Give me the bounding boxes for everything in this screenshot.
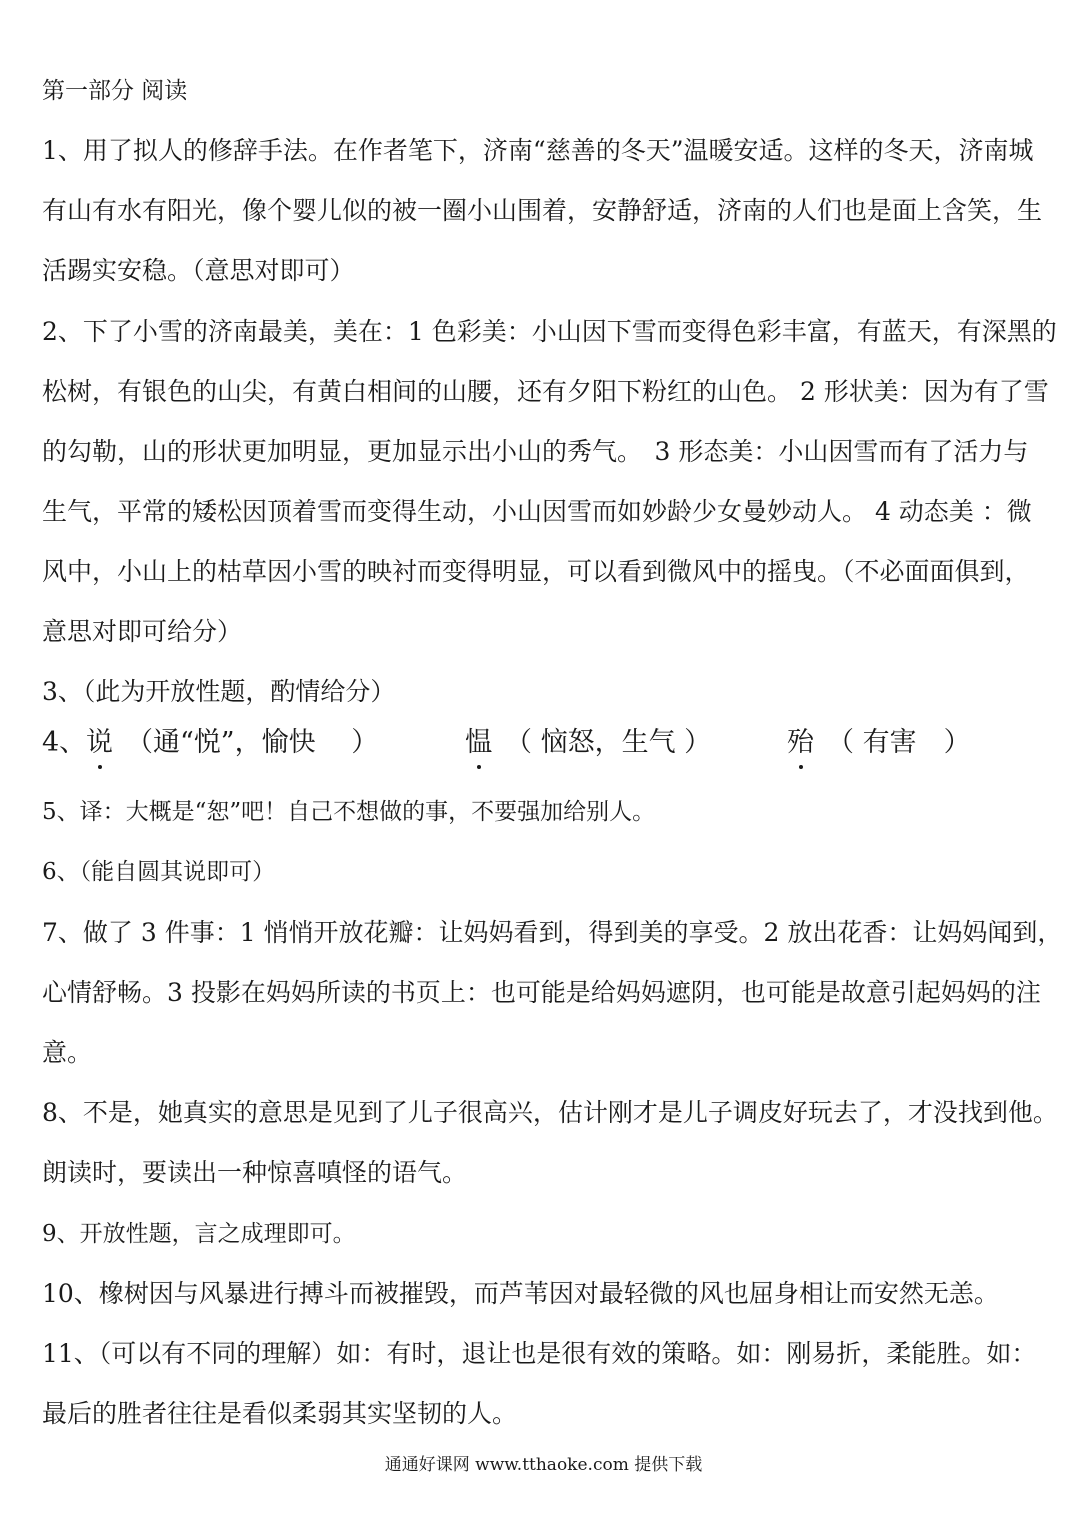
answer-2-line-2: 松树，有银色的山尖，有黄白相间的山腰，还有夕阳下粉红的山色。 2 形状美：因为有了雪 bbox=[42, 377, 1049, 406]
section-title: 第一部分 阅读 bbox=[42, 78, 188, 104]
answer-4-word-3 bbox=[787, 726, 814, 760]
answer-1-line-2: 有山有水有阳光，像个婴儿似的被一圈小山围着，安静舒适，济南的人们也是面上含笑，生 bbox=[42, 196, 1043, 225]
answer-4-word-1-text: 说 bbox=[86, 727, 113, 758]
answer-10: 10、橡树因与风暴进行搏斗而被摧毁，而芦苇因对最轻微的风也屈身相让而安然无恙。 bbox=[42, 1279, 999, 1308]
answer-9: 9、开放性题，言之成理即可。 bbox=[42, 1221, 356, 1247]
answer-1-line-1: 1、用了拟人的修辞手法。在作者笔下，济南“慈善的冬天”温暖安适。这样的冬天，济南城 bbox=[42, 136, 1034, 165]
answer-7-line-3: 意。 bbox=[42, 1038, 93, 1067]
answer-3: 3、（此为开放性题，酌情给分） bbox=[42, 677, 396, 706]
answer-2-line-6: 意思对即可给分） bbox=[42, 617, 243, 646]
answer-4-word-1 bbox=[86, 726, 113, 760]
answer-6: 6、（能自圆其说即可） bbox=[42, 859, 276, 885]
answer-1-line-3: 活踢实安稳。（意思对即可） bbox=[42, 256, 355, 285]
answer-2-line-5: 风中，小山上的枯草因小雪的映衬而变得明显，可以看到微风中的摇曳。（不必面面俱到， bbox=[42, 557, 1030, 586]
answer-5: 5、译：大概是“恕”吧！自己不想做的事，不要强加给别人。 bbox=[42, 799, 656, 825]
answer-7-line-1: 7、做了 3 件事：1 悄悄开放花瓣：让妈妈看到，得到美的享受。2 放出花香：让妈妈闻到， bbox=[42, 918, 1063, 947]
answer-4-word-2-text: 愠 bbox=[465, 727, 492, 758]
answer-4-word-3-text: 殆 bbox=[787, 727, 814, 758]
answer-4-def-1: （通“悦”，愉快 ） bbox=[126, 727, 379, 758]
answer-11-line-1: 11、（可以有不同的理解）如：有时，退让也是很有效的策略。如：刚易折，柔能胜。如： bbox=[42, 1339, 1037, 1368]
answer-4-word-2 bbox=[465, 726, 492, 760]
answer-2-line-4: 生气，平常的矮松因顶着雪而变得生动，小山因雪而如妙龄少女曼妙动人。 4 动态美 ：微 bbox=[42, 497, 1032, 526]
footer-source: 通通好课网 www.tthaoke.com 提供下载 bbox=[384, 1455, 703, 1475]
answer-11-line-2: 最后的胜者往往是看似柔弱其实坚韧的人。 bbox=[42, 1399, 518, 1428]
answer-2-line-3: 的勾勒，山的形状更加明显，更加显示出小山的秀气。 3 形态美：小山因雪而有了活力与 bbox=[42, 437, 1029, 466]
answer-7-line-2: 心情舒畅。3 投影在妈妈所读的书页上：也可能是给妈妈遮阴，也可能是故意引起妈妈的注 bbox=[42, 978, 1041, 1007]
answer-8-line-1: 8、不是，她真实的意思是见到了儿子很高兴，估计刚才是儿子调皮好玩去了，才没找到他。 bbox=[42, 1098, 1058, 1127]
answer-4-def-3: （ 有害 ） bbox=[827, 727, 971, 758]
answer-8-line-2: 朗读时，要读出一种惊喜嗔怪的语气。 bbox=[42, 1158, 468, 1187]
answer-4-prefix: 4、 bbox=[42, 727, 87, 758]
answer-2-line-1: 2、下了小雪的济南最美，美在：1 色彩美：小山因下雪而变得色彩丰富，有蓝天，有深黑的 bbox=[42, 317, 1057, 346]
answer-4-def-2: （ 恼怒，生气 ） bbox=[505, 727, 712, 758]
